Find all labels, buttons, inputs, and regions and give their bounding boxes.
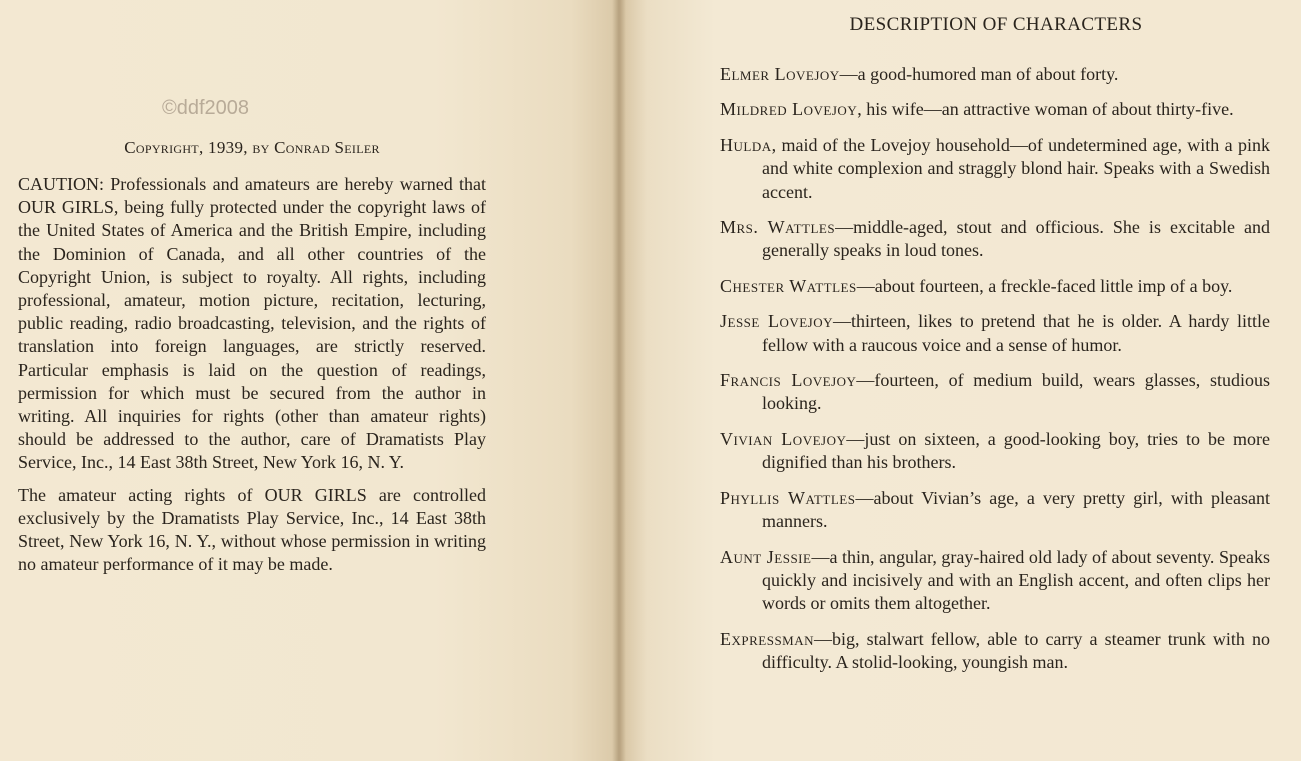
character-entry <box>720 63 1270 86</box>
caution-paragraph: CAUTION: Professionals and amateurs are hereby warned that OUR GIRLS, being fully protected under the copyright laws of the United States of America and the British Empire, including the Dominion of Canada, and all other countries of the Copyright Union, is subject to royalty. All rights, including professional, amateur, motion picture, recitation, lecturing, public reading, radio broadcasting, television, and the rights of translation into foreign languages, are strictly reserved. Particular emphasis is laid on the question of readings, permission for which must be secured from the author in writing. All inquiries for rights (other than amateur rights) should be addressed to the author, care of Dramatists Play Service, Inc., 14 East 38th Street, New York 16, N. Y. <box>18 174 486 473</box>
rights-paragraph: The amateur acting rights of OUR GIRLS are controlled exclusively by the Dramatists Play Service, Inc., 14 East 38th Street, New York 16, N. Y., without whose permission in writing no amateur performance of it may be made. <box>18 484 486 575</box>
character-name: Mildred Lovejoy <box>720 99 858 120</box>
character-description: —just on sixteen, a good-looking boy, tries to be more dignified than his brothers. <box>762 428 1270 473</box>
character-name: Mrs. Wattles <box>720 217 836 238</box>
character-entry <box>720 428 1270 475</box>
character-name: Chester Wattles <box>720 275 857 296</box>
character-description: —a thin, angular, gray-haired old lady of about seventy. Speaks quickly and incisively and with an English accent, and often clips her words or omits them altogether. <box>762 546 1270 614</box>
left-page <box>0 0 620 761</box>
character-entry <box>720 310 1270 357</box>
character-description: —about Vivian’s age, a very pretty girl, with pleasant manners. <box>762 487 1270 532</box>
character-entry <box>720 98 1270 121</box>
character-entry <box>720 546 1270 616</box>
character-name: Expressman <box>720 628 815 649</box>
book-gutter <box>612 0 626 761</box>
character-description: , his wife—an attractive woman of about thirty-five. <box>857 99 1234 120</box>
character-description: —a good-humored man of about forty. <box>839 64 1119 84</box>
character-entry <box>720 628 1270 675</box>
character-description: , maid of the Lovejoy household—of undetermined age, with a pink and white complexion and straggly blond hair. Speaks with a Swedish accent. <box>762 134 1270 202</box>
character-name: Jesse Lovejoy <box>720 311 834 332</box>
character-description: —big, stalwart fellow, able to carry a steamer trunk with no difficulty. A stolid-looking, youngish man. <box>762 628 1270 673</box>
character-description: —thirteen, likes to pretend that he is older. A hardy little fellow with a raucous voice and a sense of humor. <box>762 311 1270 355</box>
character-entry <box>720 134 1270 204</box>
page-title: DESCRIPTION OF CHARACTERS <box>849 14 1143 35</box>
character-entry <box>720 275 1270 298</box>
character-name: Aunt Jessie <box>720 546 812 567</box>
character-entry <box>720 216 1270 263</box>
character-description: —about fourteen, a freckle-faced little imp of a boy. <box>856 275 1233 296</box>
character-name: Elmer Lovejoy <box>720 64 840 84</box>
character-entry <box>720 369 1270 416</box>
character-name: Francis Lovejoy <box>720 370 857 391</box>
character-name: Phyllis Wattles <box>720 487 856 508</box>
character-entry <box>720 487 1270 534</box>
character-description: —middle-aged, stout and officious. She is excitable and generally speaks in loud tones. <box>762 217 1270 261</box>
character-name: Hulda <box>720 134 772 155</box>
character-name: Vivian Lovejoy <box>720 428 847 449</box>
character-description: —fourteen, of medium build, wears glasses, studious looking. <box>762 370 1270 414</box>
left-body-text <box>18 173 486 585</box>
watermark-text: ©ddf2008 <box>162 97 250 119</box>
copyright-line: Copyright, 1939, by Conrad Seiler <box>124 138 380 157</box>
character-list <box>720 63 1270 687</box>
